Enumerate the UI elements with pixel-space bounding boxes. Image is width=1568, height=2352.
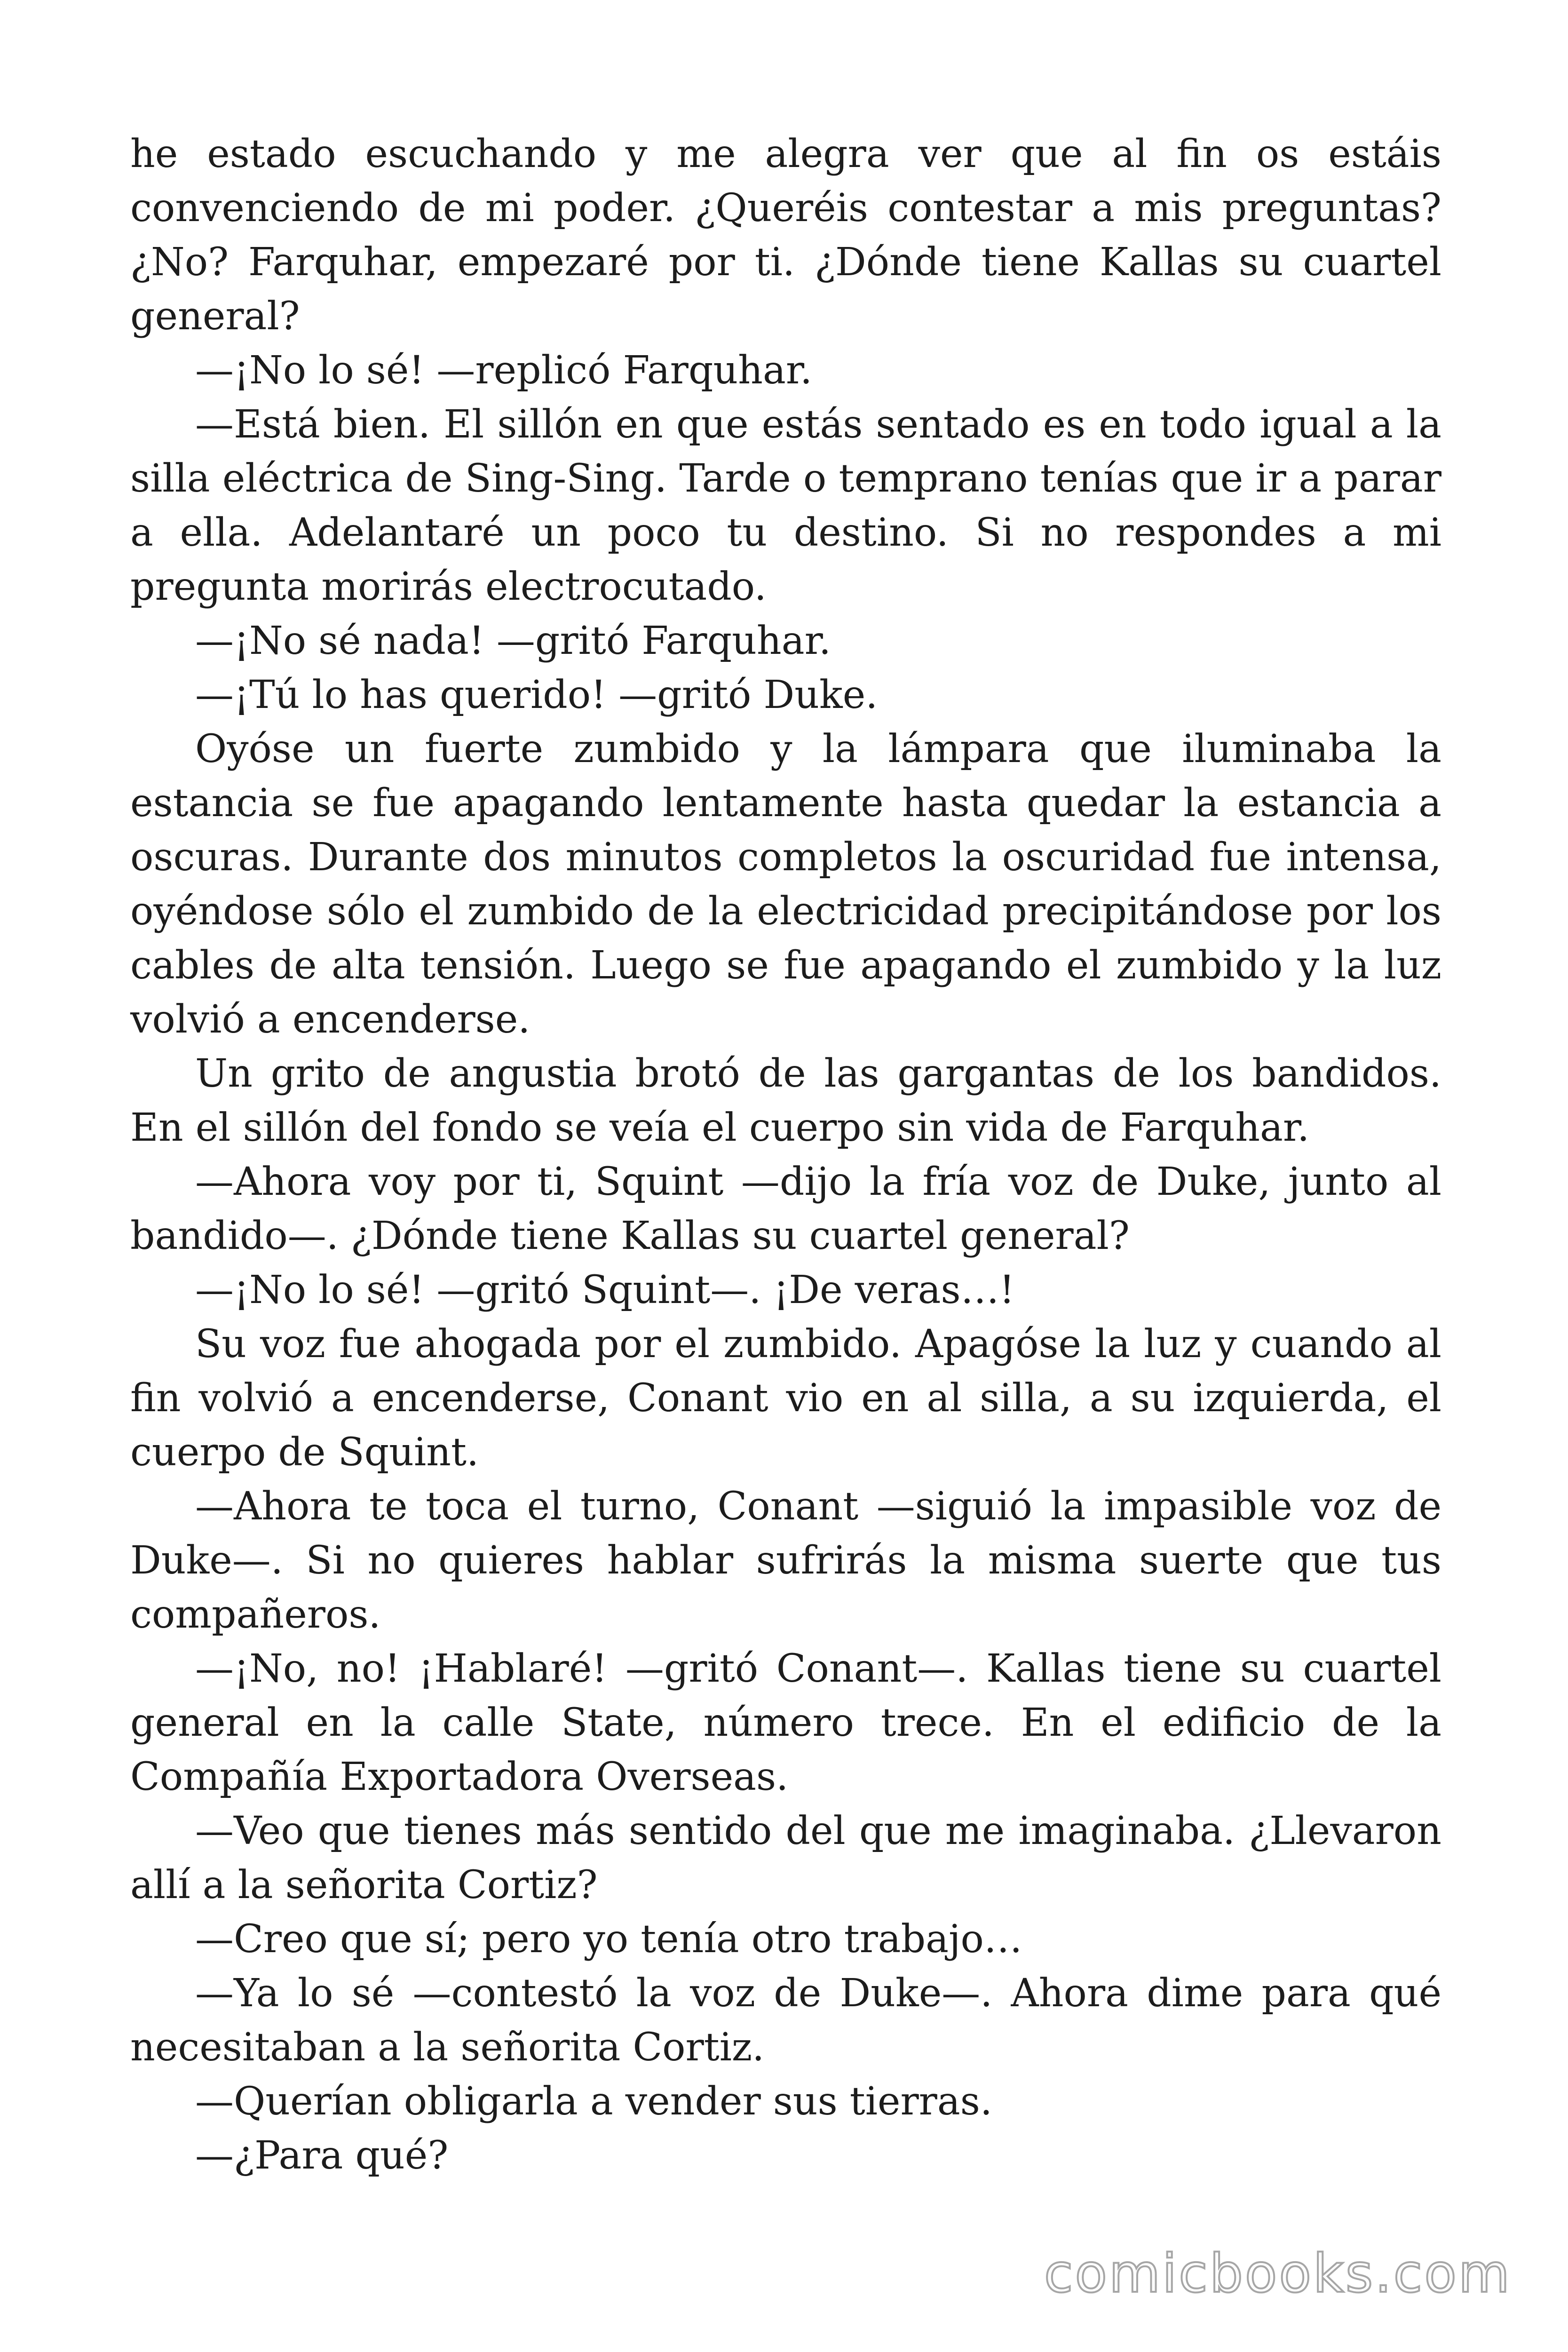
paragraph-6: Oyóse un fuerte zumbido y la lámpara que iluminaba la estancia se fue apagando lentamente hasta quedar la estancia a oscuras. Durante dos minutos completos la oscuridad fue intensa, oyéndose sólo el zumbido de la electricidad precipitándose por los cables de alta tensión. Luego se fue apagando el zumbido y la luz volvió a encenderse. — [130, 727, 1441, 1042]
paragraph-9: —¡No lo sé! —gritó Squint—. ¡De veras…! — [195, 1268, 1015, 1312]
comicbooks-watermark: comicbooks.com — [1044, 2243, 1512, 2304]
paragraph-13: —Veo que tienes más sentido del que me imaginaba. ¿Llevaron allí a la señorita Cortiz? — [130, 1809, 1441, 1907]
paragraph-12: —¡No, no! ¡Hablaré! —gritó Conant—. Kallas tiene su cuartel general en la calle State, número trece. En el edificio de la Compañía Exportadora Overseas. — [130, 1646, 1441, 1799]
paragraph-7: Un grito de angustia brotó de las gargantas de los bandidos. En el sillón del fondo se veía el cuerpo sin vida de Farquhar. — [130, 1051, 1441, 1150]
paragraph-11: —Ahora te toca el turno, Conant —siguió la impasible voz de Duke—. Si no quieres hablar sufrirás la misma suerte que tus compañeros. — [130, 1484, 1441, 1637]
paragraph-4: —¡No sé nada! —gritó Farquhar. — [195, 619, 831, 663]
paragraph-14: —Creo que sí; pero yo tenía otro trabajo… — [195, 1917, 1022, 1962]
paragraph-10: Su voz fue ahogada por el zumbido. Apagóse la luz y cuando al fin volvió a encenderse, Conant vio en al silla, a su izquierda, el cuerpo de Squint. — [130, 1322, 1441, 1475]
paragraph-1: he estado escuchando y me alegra ver que al fin os estáis convenciendo de mi poder. ¿Queréis contestar a mis preguntas? ¿No? Farquhar, empezaré por ti. ¿Dónde tiene Kallas su cuartel general? — [130, 132, 1441, 339]
page-body-text — [130, 127, 1441, 2183]
paragraph-16: —Querían obligarla a vender sus tierras. — [195, 2079, 992, 2124]
paragraph-2: —¡No lo sé! —replicó Farquhar. — [195, 348, 813, 393]
paragraph-17: —¿Para qué? — [195, 2133, 449, 2178]
paragraph-8: —Ahora voy por ti, Squint —dijo la fría voz de Duke, junto al bandido—. ¿Dónde tiene Kallas su cuartel general? — [130, 1160, 1441, 1258]
paragraph-15: —Ya lo sé —contestó la voz de Duke—. Ahora dime para qué necesitaban a la señorita Cortiz. — [130, 1971, 1441, 2070]
paragraph-5: —¡Tú lo has querido! —gritó Duke. — [195, 673, 878, 717]
paragraph-3: —Está bien. El sillón en que estás sentado es en todo igual a la silla eléctrica de Sing-Sing. Tarde o temprano tenías que ir a parar a ella. Adelantaré un poco tu destino. Si no respondes a mi pregunta morirás electrocutado. — [130, 402, 1441, 609]
